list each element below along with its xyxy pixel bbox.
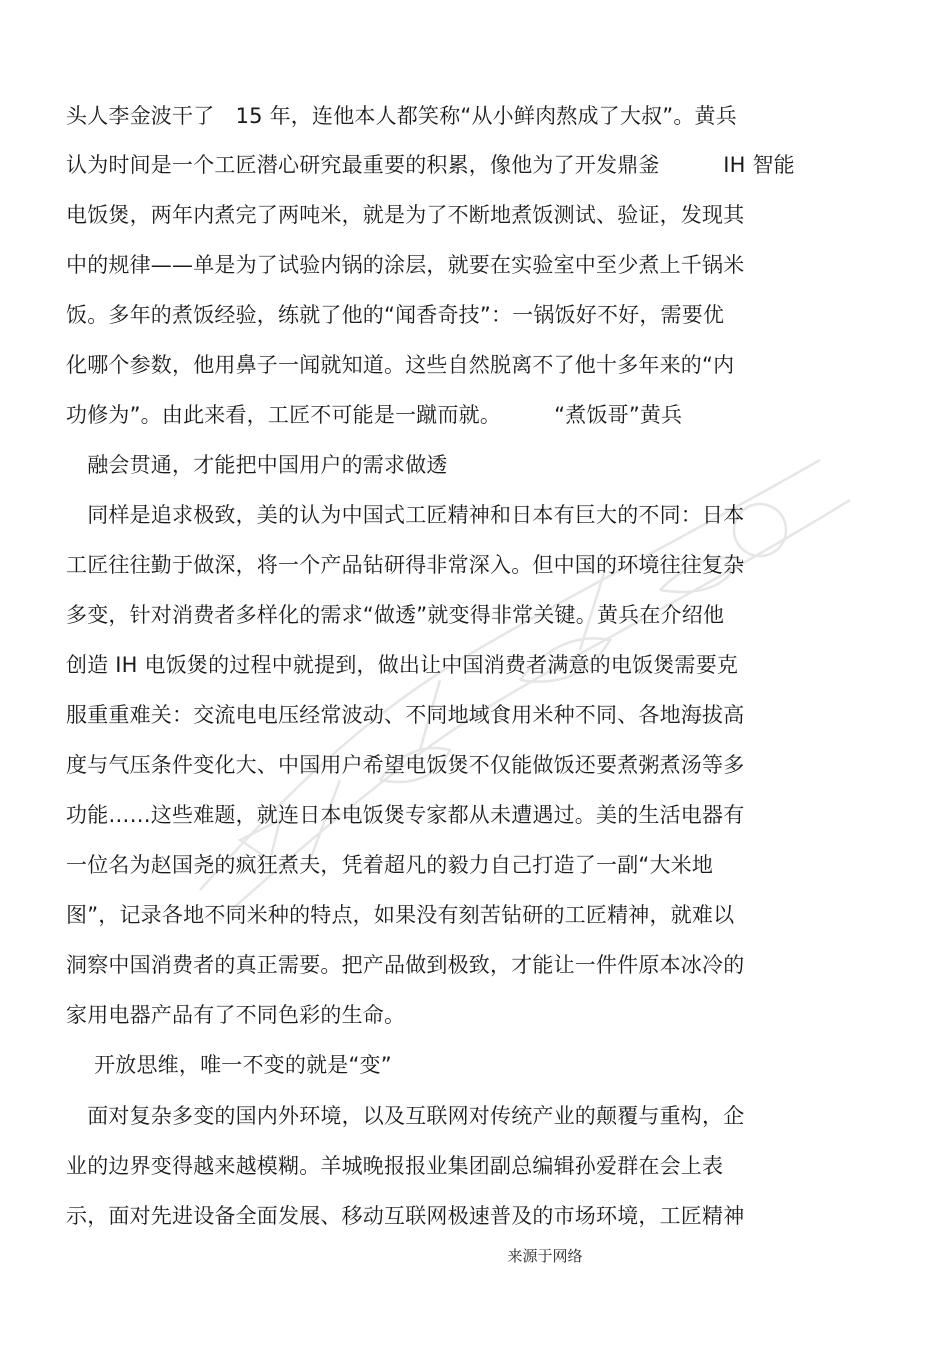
text-line: 中的规律——单是为了试验内锅的涂层，就要在实验室中至少煮上千锅米: [66, 253, 745, 277]
text-line: 功能……这些难题，就连日本电饭煲专家都从未遭遇过。美的生活电器有: [66, 803, 745, 827]
text-line: 一位名为赵国尧的疯狂煮夫，凭着超凡的毅力自己打造了一副“大米地: [66, 853, 714, 877]
text-line: 示，面对先进设备全面发展、移动互联网极速普及的市场环境，工匠精神: [66, 1204, 745, 1228]
text-line: 同样是追求极致，美的认为中国式工匠精神和日本有巨大的不同：日本: [66, 503, 745, 527]
page-footer: 来源于网络: [507, 1247, 583, 1265]
text-line: 图”，记录各地不同米种的特点，如果没有刻苦钻研的工匠精神，就难以: [66, 903, 735, 927]
text-line: 认为时间是一个工匠潜心研究最重要的积累，像他为了开发鼎釜 IH 智能: [66, 153, 795, 177]
text-line: 工匠往往勤于做深，将一个产品钻研得非常深入。但中国的环境往往复杂: [66, 553, 745, 577]
text-line: 洞察中国消费者的真正需要。把产品做到极致，才能让一件件原本冰冷的: [66, 953, 745, 977]
text-line: 电饭煲，两年内煮完了两吨米，就是为了不断地煮饭测试、验证，发现其: [66, 203, 745, 227]
text-line: 家用电器产品有了不同色彩的生命。: [66, 1003, 406, 1027]
text-line: 业的边界变得越来越模糊。羊城晚报报业集团副总编辑孙爱群在会上表: [66, 1154, 724, 1178]
text-line: 融会贯通，才能把中国用户的需求做透: [66, 453, 448, 477]
text-line: 开放思维，唯一不变的就是“变”: [66, 1053, 392, 1077]
text-line: 化哪个参数，他用鼻子一闻就知道。这些自然脱离不了他十多年来的“内: [66, 353, 735, 377]
text-line: 度与气压条件变化大、中国用户希望电饭煲不仅能做饭还要煮粥煮汤等多: [66, 753, 745, 777]
text-line: 头人李金波干了 15 年，连他本人都笑称“从小鲜肉熬成了大叔”。黄兵: [66, 104, 737, 128]
text-line: 面对复杂多变的国内外环境，以及互联网对传统产业的颠覆与重构，企: [66, 1104, 745, 1128]
text-line: 功修为”。由此来看，工匠不可能是一蹴而就。 “煮饭哥”黄兵: [66, 403, 683, 427]
text-line: 多变，针对消费者多样化的需求“做透”就变得非常关键。黄兵在介绍他: [66, 603, 725, 627]
text-line: 创造 IH 电饭煲的过程中就提到，做出让中国消费者满意的电饭煲需要克: [66, 653, 739, 677]
text-line: 饭。多年的煮饭经验，练就了他的“闻香奇技”：一锅饭好不好，需要优: [66, 303, 725, 327]
text-line: 服重重难关：交流电电压经常波动、不同地域食用米种不同、各地海拔高: [66, 703, 745, 727]
